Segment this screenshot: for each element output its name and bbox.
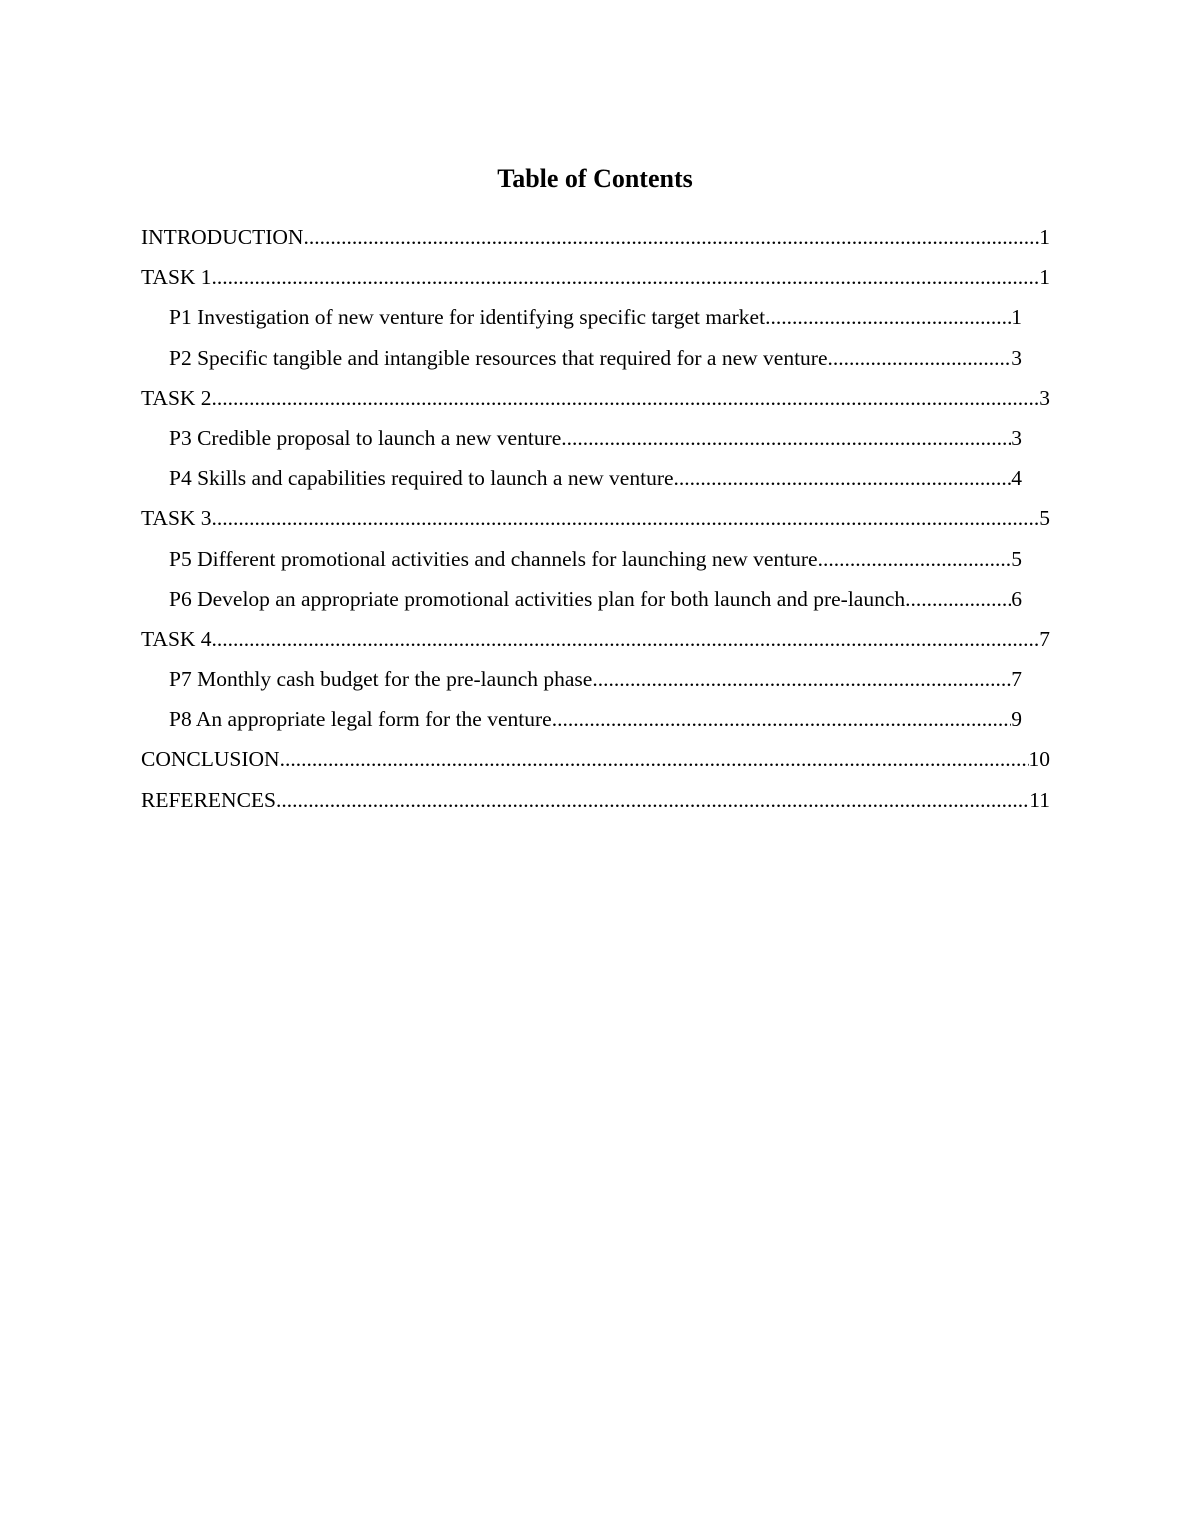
- toc-entry-p7[interactable]: [169, 659, 1022, 699]
- toc-entry-p3[interactable]: [169, 418, 1022, 458]
- toc-page-number: 7: [1011, 667, 1022, 692]
- toc-dot-leader: [280, 739, 1029, 779]
- toc-page-number: 1: [1039, 225, 1050, 249]
- toc-dot-leader: [276, 780, 1029, 820]
- toc-dot-leader: [303, 217, 1039, 257]
- toc-dot-leader: [905, 579, 1011, 619]
- toc-entry-introduction[interactable]: [141, 217, 1050, 257]
- toc-dot-leader: [561, 418, 1011, 458]
- toc-list: [0, 217, 1190, 820]
- toc-entry-label: P6 Develop an appropriate promotional activities plan for both launch and pre-launch: [169, 586, 906, 611]
- toc-entry-label: P7 Monthly cash budget for the pre-launch phase: [169, 667, 593, 692]
- toc-dot-leader: [818, 539, 1012, 579]
- toc-title: Table of Contents: [497, 164, 693, 193]
- toc-page-number: 10: [1028, 747, 1050, 772]
- toc-page-number: 6: [1011, 586, 1022, 611]
- toc-page-number: 5: [1011, 546, 1022, 571]
- toc-page-number: 3: [1039, 385, 1050, 410]
- toc-dot-leader: [592, 659, 1011, 699]
- toc-entry-task-2[interactable]: [141, 378, 1050, 418]
- toc-page-number: 3: [1011, 425, 1022, 450]
- toc-entry-label: TASK 3: [141, 506, 212, 531]
- toc-page-number: 1: [1011, 305, 1022, 330]
- toc-entry-label: P3 Credible proposal to launch a new venture: [169, 425, 562, 450]
- toc-entry-task-1[interactable]: [141, 257, 1050, 297]
- toc-entry-p2[interactable]: [169, 338, 1022, 378]
- toc-entry-p8[interactable]: [169, 699, 1022, 739]
- toc-entry-label: P2 Specific tangible and intangible resources that required for a new venture: [169, 345, 828, 370]
- toc-entry-label: CONCLUSION: [141, 747, 280, 772]
- toc-dot-leader: [552, 699, 1012, 739]
- toc-entry-label: P5 Different promotional activities and channels for launching new venture: [169, 546, 818, 571]
- toc-page-number: 11: [1029, 787, 1050, 812]
- toc-entry-label: TASK 1: [141, 265, 212, 290]
- toc-dot-leader: [212, 619, 1040, 659]
- toc-entry-label: TASK 4: [141, 626, 212, 651]
- toc-page-number: 9: [1011, 707, 1022, 732]
- toc-entry-conclusion[interactable]: [141, 739, 1050, 779]
- toc-dot-leader: [212, 378, 1040, 418]
- toc-entry-task-3[interactable]: [141, 498, 1050, 538]
- toc-entry-label: P4 Skills and capabilities required to launch a new venture: [169, 466, 674, 491]
- toc-entry-label: REFERENCES: [141, 787, 276, 812]
- toc-page-number: 1: [1039, 265, 1050, 290]
- toc-page-number: 3: [1011, 345, 1022, 370]
- toc-dot-leader: [674, 458, 1012, 498]
- toc-entry-task-4[interactable]: [141, 619, 1050, 659]
- toc-entry-label: TASK 2: [141, 385, 212, 410]
- toc-entry-references[interactable]: [141, 780, 1050, 820]
- toc-dot-leader: [212, 257, 1040, 297]
- toc-dot-leader: [212, 498, 1040, 538]
- toc-page-number: 4: [1011, 466, 1022, 491]
- toc-entry-label: INTRODUCTION: [141, 225, 304, 249]
- toc-entry-p5[interactable]: [169, 539, 1022, 579]
- toc-dot-leader: [828, 338, 1012, 378]
- toc-entry-p4[interactable]: [169, 458, 1022, 498]
- toc-entry-label: P8 An appropriate legal form for the venture: [169, 707, 552, 732]
- toc-entry-label: P1 Investigation of new venture for identifying specific target market: [169, 305, 766, 330]
- toc-dot-leader: [765, 297, 1011, 337]
- toc-entry-p1[interactable]: [169, 297, 1022, 337]
- toc-page-number: 5: [1039, 506, 1050, 531]
- toc-page-number: 7: [1039, 626, 1050, 651]
- toc-entry-p6[interactable]: [169, 579, 1022, 619]
